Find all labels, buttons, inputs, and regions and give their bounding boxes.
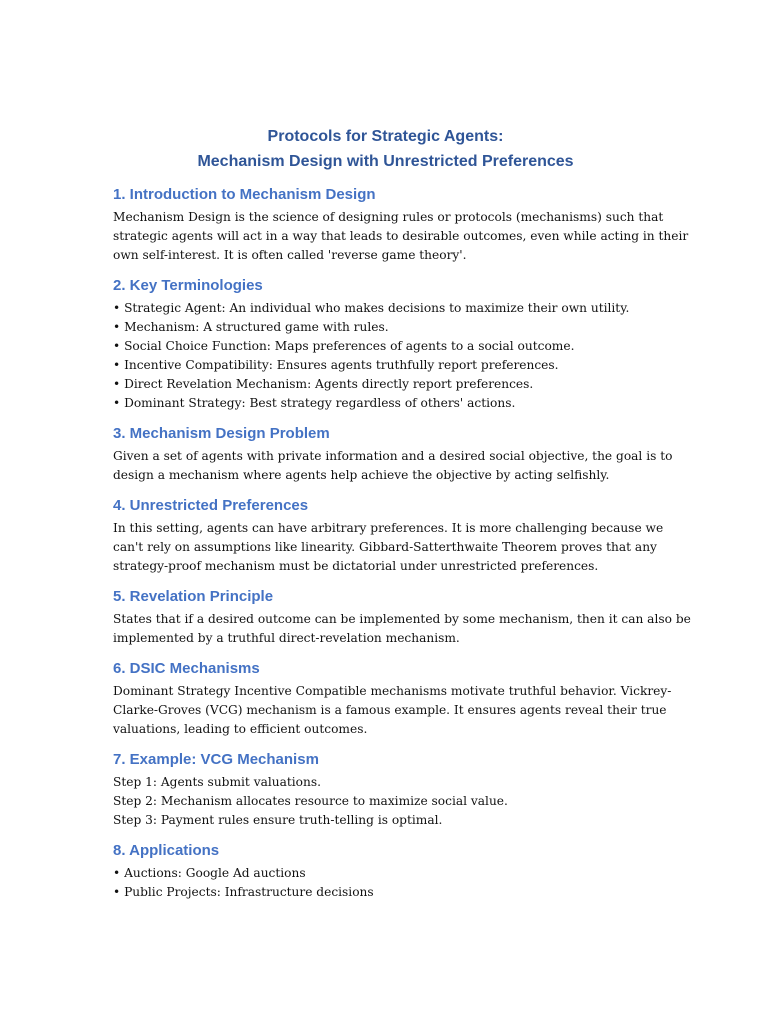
- section-line: • Incentive Compatibility: Ensures agents truthfully report preferences.: [113, 358, 559, 372]
- section-line: valuations, leading to efficient outcomes.: [113, 722, 368, 736]
- section-heading: 7. Example: VCG Mechanism: [113, 751, 319, 768]
- section-heading: 3. Mechanism Design Problem: [113, 425, 330, 442]
- section-line: • Mechanism: A structured game with rules.: [113, 320, 389, 334]
- section-body: [113, 299, 658, 413]
- section-line: States that if a desired outcome can be implemented by some mechanism, then it can also be: [113, 612, 691, 626]
- section-line: Step 1: Agents submit valuations.: [113, 775, 321, 789]
- section-line: strategic agents will act in a way that leads to desirable outcomes, even while acting in their: [113, 229, 689, 243]
- section-line: can't rely on assumptions like linearity. Gibbard-Satterthwaite Theorem proves that any: [113, 540, 657, 554]
- section-heading: 8. Applications: [113, 842, 220, 859]
- section-line: • Social Choice Function: Maps preferences of agents to a social outcome.: [113, 339, 575, 353]
- section-line: • Public Projects: Infrastructure decisions: [113, 885, 374, 899]
- document-title: [113, 124, 658, 174]
- document-title-line-1: Protocols for Strategic Agents:: [267, 128, 504, 145]
- section-body: [113, 864, 658, 902]
- section-heading: 6. DSIC Mechanisms: [113, 660, 260, 677]
- section-line: Step 2: Mechanism allocates resource to maximize social value.: [113, 794, 508, 808]
- section-line: strategy-proof mechanism must be dictatorial under unrestricted preferences.: [113, 559, 599, 573]
- section-heading: 4. Unrestricted Preferences: [113, 497, 309, 514]
- section-line: Mechanism Design is the science of designing rules or protocols (mechanisms) such that: [113, 210, 664, 224]
- section-line: • Strategic Agent: An individual who makes decisions to maximize their own utility.: [113, 301, 630, 315]
- section-body: [113, 773, 658, 830]
- section-line: Step 3: Payment rules ensure truth-telling is optimal.: [113, 813, 443, 827]
- section-line: • Direct Revelation Mechanism: Agents directly report preferences.: [113, 377, 534, 391]
- section-body: [113, 519, 664, 576]
- section-body: [113, 682, 672, 739]
- section-line: Dominant Strategy Incentive Compatible mechanisms motivate truthful behavior. Vickrey-: [113, 684, 672, 698]
- section-heading: 1. Introduction to Mechanism Design: [113, 186, 376, 203]
- section-body: [113, 208, 689, 265]
- section-heading: 2. Key Terminologies: [113, 277, 263, 294]
- section-heading: 5. Revelation Principle: [113, 588, 274, 605]
- section-body: [113, 447, 673, 485]
- section-line: Given a set of agents with private information and a desired social objective, the goal is to: [113, 449, 673, 463]
- section-line: own self-interest. It is often called 'reverse game theory'.: [113, 248, 467, 262]
- section-line: design a mechanism where agents help achieve the objective by acting selfishly.: [113, 468, 610, 482]
- section-line: • Dominant Strategy: Best strategy regardless of others' actions.: [113, 396, 516, 410]
- document-page: [113, 124, 691, 902]
- section-line: In this setting, agents can have arbitrary preferences. It is more challenging because we: [113, 521, 664, 535]
- section-body: [113, 610, 691, 648]
- document-sections: [113, 184, 691, 902]
- section-line: • Auctions: Google Ad auctions: [113, 866, 306, 880]
- document-title-line-2: Mechanism Design with Unrestricted Preferences: [197, 153, 574, 170]
- section-line: implemented by a truthful direct-revelation mechanism.: [113, 631, 460, 645]
- section-line: Clarke-Groves (VCG) mechanism is a famous example. It ensures agents reveal their true: [113, 703, 667, 717]
